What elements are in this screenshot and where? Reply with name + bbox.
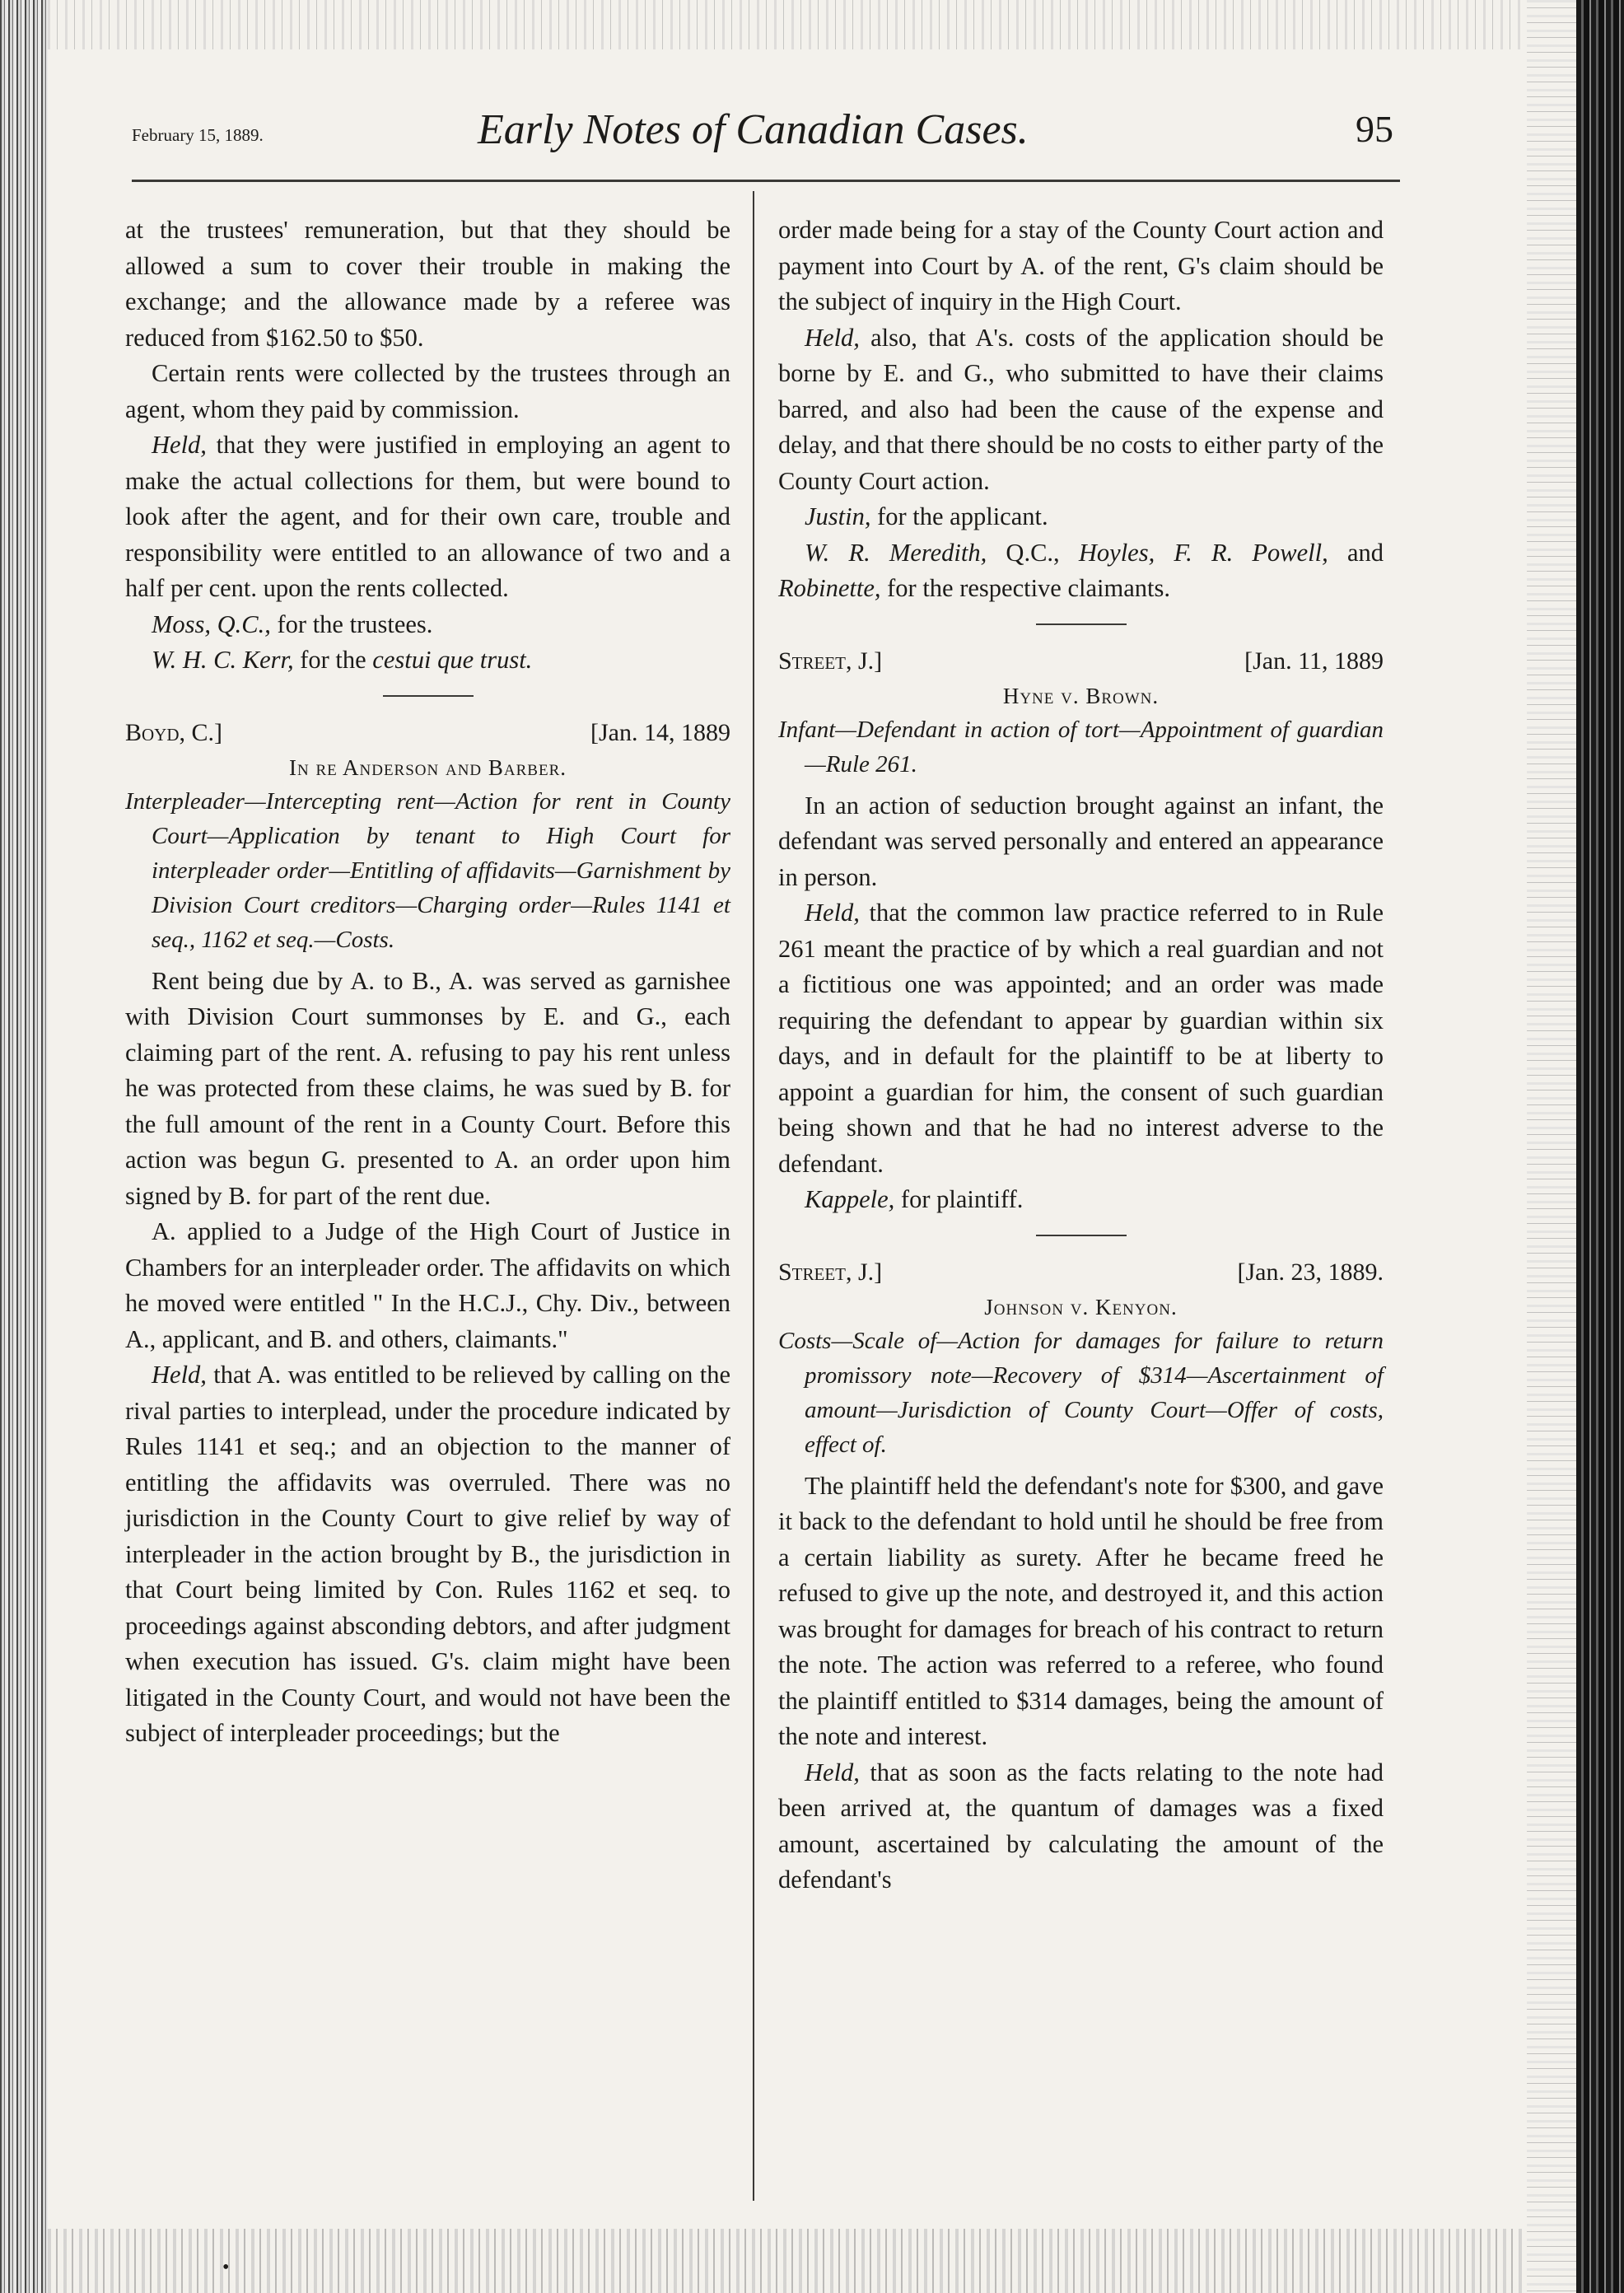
- scan-edge-bottom: [48, 2229, 1527, 2293]
- paragraph-text: that as soon as the facts relating to the note had been arrived at, the quantum of damages was a fixed amount, ascertained by calculating the amount of the defendant's: [778, 1758, 1384, 1894]
- paragraph: [125, 1214, 730, 1357]
- paragraph: [125, 356, 730, 427]
- case-date: [Jan. 11, 1889: [1244, 647, 1384, 675]
- case-name: Hyne v. Brown.: [1002, 683, 1160, 708]
- case-date: [Jan. 23, 1889.: [1237, 1258, 1384, 1286]
- paragraph-text: Certain rents were collected by the trustees through an agent, whom they paid by commission.: [125, 359, 730, 423]
- paragraph: [778, 1469, 1384, 1755]
- paragraph: [778, 320, 1384, 500]
- paragraph-text: that A. was entitled to be relieved by calling on the rival parties to interplead, under the procedure indicated by Rules 1141 et seq.; and an objection to the manner of entitling the affidavits was overruled. There was no jurisdiction in the County Court to give relief by way of interpleader in the action brought by B., the jurisdiction in that Court being limited by Con. Rules 1162 et seq. to proceedings against absconding debtors, and after judgment when execution has issued. G's. claim might have been litigated in the County Court, and would not have been the subject of interpleader proceedings; but the: [125, 1361, 730, 1747]
- header-rule: [132, 180, 1400, 182]
- section-separator: [1036, 1235, 1127, 1236]
- case-name: In re Anderson and Barber.: [289, 754, 567, 780]
- counsel-or-held: Justin,: [805, 502, 871, 530]
- scan-edge-right-noise: [1527, 0, 1576, 2293]
- counsel-or-held: Kappele,: [805, 1185, 895, 1213]
- paragraph-text: for the respective claimants.: [880, 574, 1170, 602]
- page-number: 95: [1356, 108, 1393, 150]
- case-heading: [778, 1254, 1384, 1291]
- paragraph: [778, 1182, 1384, 1218]
- left-column: [125, 212, 730, 2222]
- case-heading: [125, 715, 730, 751]
- paragraph-text: for the: [293, 646, 373, 674]
- judge-name: Boyd, C.]: [125, 718, 223, 746]
- paragraph-text: at the trustees' remuneration, but that they should be allowed a sum to cover their trouble in making the exchange; and the allowance made by a referee was reduced from $162.50 to $50.: [125, 216, 730, 352]
- catchwords: Costs—Scale of—Action for damages for failure to return promissory note—Recovery of $314—Ascertainment of amount—Jurisdiction of County Court—Offer of costs, effect of.: [778, 1327, 1384, 1458]
- catchwords: Infant—Defendant in action of tort—Appointment of guardian—Rule 261.: [778, 716, 1384, 778]
- paragraph-text: also, that A's. costs of the application should be borne by E. and G., who submitted to have their claims barred, and also had been the cause of the expense and delay, and that there should be no costs to either party of the County Court action.: [778, 323, 1384, 495]
- paragraph-text: A. applied to a Judge of the High Court of Justice in Chambers for an interpleader order. The affidavits on which he moved were entitled " In the H.C.J., Chy. Div., between A., applicant, and B. and others, claimants.": [125, 1217, 730, 1353]
- paragraph: [778, 788, 1384, 896]
- counsel-names: Hoyles, F. R. Powell,: [1078, 538, 1328, 567]
- header-date: February 15, 1889.: [132, 125, 264, 145]
- paragraph-text: Rent being due by A. to B., A. was served as garnishee with Division Court summonses by E. and G., each claiming part of the rent. A. refusing to pay his rent unless he was protected from these claims, he was sued by B. for the full amount of the rent in a County Court. Before this action was begun G. presented to A. an order upon him signed by B. for part of the rent due.: [125, 966, 730, 1210]
- paragraph-text: that the common law practice referred to in Rule 261 meant the practice of by which a real guardian and not a fictitious one was appointed; and an order was made requiring the defendant to appear by guardian within six days, and in default for the plaintiff to be at liberty to appoint a guardian for him, the consent of such guardian being shown and that he had no interest adverse to the defendant.: [778, 899, 1384, 1178]
- counsel-or-held: Held,: [805, 323, 860, 352]
- column-divider: [753, 191, 754, 2201]
- paragraph: [125, 1357, 730, 1752]
- paragraph: [778, 895, 1384, 1182]
- counsel-or-held: Held,: [805, 1758, 860, 1786]
- case-date: [Jan. 14, 1889: [590, 718, 730, 746]
- paragraph: [778, 499, 1384, 535]
- paragraph-text: and: [1328, 538, 1384, 567]
- case-heading: [778, 643, 1384, 679]
- catchwords: Interpleader—Intercepting rent—Action for rent in County Court—Application by tenant to High Court for interpleader order—Entitling of affidavits—Garnishment by Division Court creditors—Charging order—Rules 1141 et seq., 1162 et seq.—Costs.: [125, 787, 730, 953]
- counsel-or-held: W. H. C. Kerr,: [152, 646, 294, 674]
- paragraph: [125, 607, 730, 643]
- paragraph-text: for the trustees.: [270, 609, 433, 638]
- counsel-or-held: Held,: [152, 1361, 207, 1389]
- paragraph-text: for the applicant.: [870, 502, 1048, 530]
- paragraph-text: for plaintiff.: [894, 1185, 1024, 1213]
- counsel-or-held: W. R. Meredith,: [805, 538, 987, 567]
- paragraph-text: that they were justified in employing an agent to make the actual collections for them, but were bound to look after the agent, and for their own care, trouble and responsibility were entitled to an allowance of two and a half per cent. upon the rents collected.: [125, 431, 730, 602]
- counsel-or-held: Held,: [805, 899, 860, 927]
- judge-name: Street, J.]: [778, 1258, 883, 1286]
- journal-title: Early Notes of Canadian Cases.: [478, 106, 1029, 153]
- scan-edge-top: [48, 0, 1527, 49]
- paragraph: [125, 642, 730, 679]
- paragraph-text: order made being for a stay of the County Court action and payment into Court by A. of the rent, G's claim should be the subject of inquiry in the High Court.: [778, 216, 1384, 315]
- paragraph: [778, 212, 1384, 320]
- paragraph-text: Q.C.,: [987, 538, 1079, 567]
- paragraph: [778, 1755, 1384, 1898]
- section-separator: [383, 695, 474, 697]
- running-header: [132, 105, 1400, 163]
- paragraph: [778, 535, 1384, 607]
- paragraph-text: The plaintiff held the defendant's note for $300, and gave it back to the defendant to hold until he should be free from a certain liability as surety. After he became freed he refused to give up the note, and destroyed it, and this action was brought for damages for breach of his contract to return the note. The action was referred to a referee, who found the plaintiff entitled to $314 damages, being the amount of the note and interest.: [778, 1471, 1384, 1750]
- counsel-or-held: Held,: [152, 431, 207, 459]
- paragraph: [125, 964, 730, 1215]
- judge-name: Street, J.]: [778, 647, 883, 675]
- section-separator: [1036, 623, 1127, 625]
- case-name: Johnson v. Kenyon.: [984, 1294, 1178, 1319]
- counsel-or-held: Moss, Q.C.,: [152, 609, 271, 638]
- scan-edge-right: [1576, 0, 1624, 2293]
- scan-edge-left: [0, 0, 48, 2293]
- counsel-names: Robinette,: [778, 574, 881, 602]
- right-column: [778, 212, 1384, 2222]
- paragraph: [125, 212, 730, 356]
- paragraph-text: In an action of seduction brought against an infant, the defendant was served personally and entered an appearance in person.: [778, 791, 1384, 891]
- paragraph: [125, 427, 730, 607]
- printer-mark: •: [222, 2257, 230, 2278]
- paragraph-italic: cestui que trust.: [372, 646, 533, 674]
